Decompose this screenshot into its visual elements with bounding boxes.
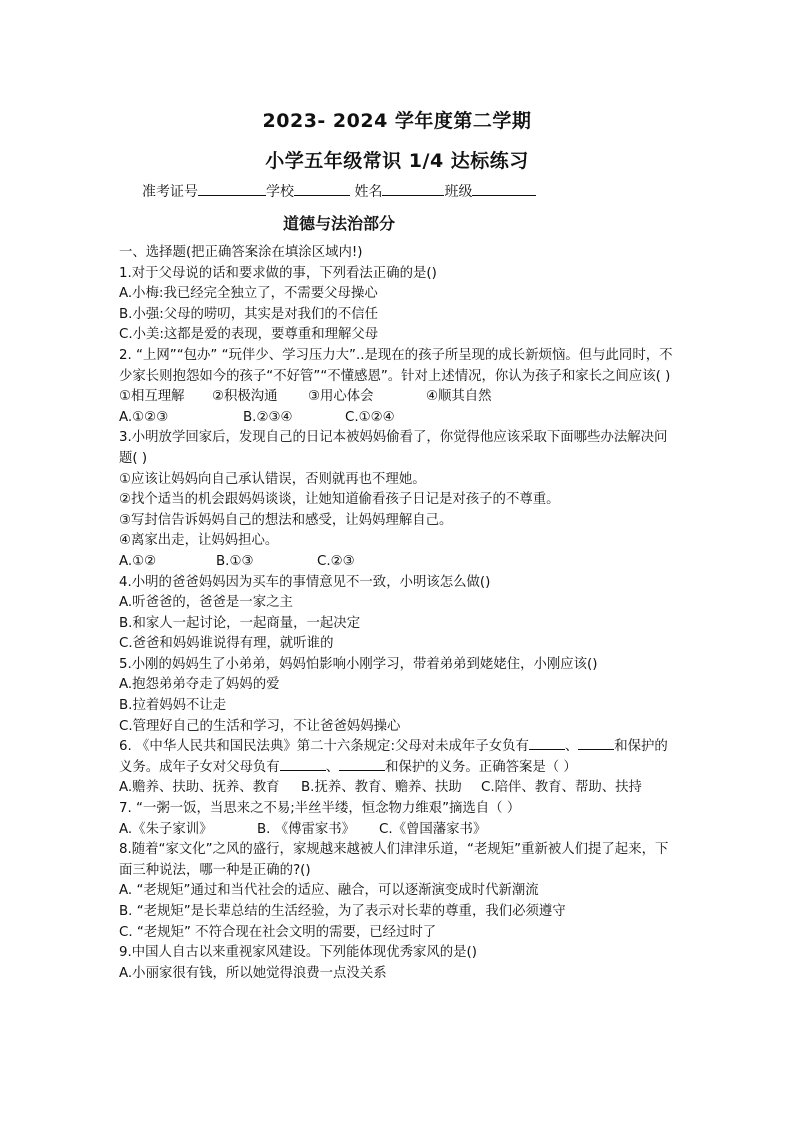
statement-row: [119, 387, 679, 408]
question-stem: 8.随着“家文化”之风的盛行，家规越来越被人们津津乐道，“老规矩”重新被人们提了起来，下面三种说法，哪一种是正确的?(): [119, 842, 669, 878]
statement: ④顺其自然: [426, 389, 492, 405]
answer-blank: [529, 737, 565, 750]
class-label: 班级: [444, 184, 473, 200]
question-stem: 3.小明放学回家后，发现自己的日记本被妈妈偷看了，你觉得他应该采取下面哪些办法解决问题( ): [119, 430, 668, 466]
option: B.小强:父母的唠叨，其实是对我们的不信任: [119, 306, 378, 322]
option: B.②③④: [243, 409, 293, 425]
option: A.小梅:我已经完全独立了，不需要父母操心: [119, 286, 378, 302]
section-title-text: 道德与法治部分: [282, 214, 395, 233]
stem-part: 6. 《中华人民共和国民法典》第二十六条规定:父母对未成年子女负有: [119, 739, 529, 755]
question-stem: 9.中国人自古以来重视家风建设。下列能体现优秀家风的是(): [119, 945, 477, 961]
statement: ②找个适当的机会跟妈妈谈谈，让她知道偷看孩子日记是对孩子的不尊重。: [119, 492, 560, 508]
section-title: [0, 211, 794, 234]
student-info-line: [142, 181, 536, 201]
statement: ①相互理解: [119, 389, 185, 405]
option: A.《朱子家训》: [119, 821, 213, 837]
exam-no-label: 准考证号: [142, 184, 198, 200]
option: B.抚养、教育、赡养、扶助: [301, 780, 462, 796]
instructions: 一、选择题(把正确答案涂在填涂区域内!): [119, 245, 363, 260]
question-stem: 1.对于父母说的话和要求做的事，下列看法正确的是(): [119, 265, 437, 281]
option: A.①②: [119, 553, 157, 569]
name-blank: [382, 182, 444, 196]
statement: ①应该让妈妈向自己承认错误，否则就再也不理她。: [119, 471, 426, 487]
option: B.①③: [216, 553, 254, 569]
stem-part: 和保护的义务。成年子女对父母负有: [119, 739, 668, 775]
option: A.听爸爸的，爸爸是一家之主: [119, 595, 293, 611]
option: A.抱怨弟弟夺走了妈妈的爱: [119, 677, 280, 693]
option: C.小美:这都是爱的表现，要尊重和理解父母: [119, 327, 379, 343]
class-blank: [472, 182, 536, 196]
option: A.小丽家很有钱，所以她觉得浪费一点没关系: [119, 965, 387, 981]
school-label: 学校: [266, 184, 294, 200]
question-stem: 7. “一粥一饭，当思来之不易;半丝半缕，恒念物力维艰”摘选自（ ）: [119, 801, 521, 817]
option-row: [119, 820, 679, 841]
option: B. “老规矩”是长辈总结的生活经验，为了表示对长辈的尊重，我们必须遵守: [119, 904, 566, 919]
option: B. 《傅雷家书》: [257, 821, 356, 837]
option: C.爸爸和妈妈谁说得有理，就听谁的: [119, 636, 334, 652]
exam-term-title: 2023- 2024 学年度第二学期: [262, 110, 532, 132]
option-row: [119, 778, 679, 799]
statement: ④离家出走，让妈妈担心。: [119, 533, 279, 549]
question-list: [119, 243, 679, 984]
stem-part: 和保护的义务。正确答案是（ ）: [385, 759, 577, 775]
question-stem: 4.小明的爸爸妈妈因为买车的事情意见不一致，小明该怎么做(): [119, 574, 491, 590]
school-blank: [294, 182, 350, 196]
question-stem: 5.小刚的妈妈生了小弟弟，妈妈怕影响小刚学习，带着弟弟到姥姥住，小刚应该(): [119, 656, 598, 672]
question-stem: [119, 737, 679, 778]
exam-subject-title: 小学五年级常识 1/4 达标练习: [265, 150, 529, 172]
option: C.陪伴、教育、帮助、扶持: [481, 780, 642, 796]
statement: ②积极沟通: [212, 389, 278, 405]
question-stem: 2. “上网”“包办” “玩伴少、学习压力大”..是现在的孩子所呈现的成长新烦恼。但与此同时，不少家长则抱怨如今的孩子“不好管”“不懂感恩”。针对上述情况，你认为孩子和家长之间应该( ): [119, 347, 673, 384]
option: C.《曾国藩家书》: [379, 821, 487, 837]
option: B.拉着妈妈不让走: [119, 698, 227, 714]
option: A.①②③: [119, 409, 169, 425]
option: C.②③: [317, 553, 355, 569]
answer-blank: [578, 737, 614, 750]
statement: ③用心体会: [308, 389, 374, 405]
answer-blank: [339, 758, 385, 771]
answer-blank: [280, 758, 326, 771]
option-row: [119, 408, 679, 429]
exam-no-blank: [198, 182, 266, 196]
option: A.赡养、扶助、抚养、教育: [119, 780, 280, 796]
option: B.和家人一起讨论，一起商量，一起决定: [119, 615, 361, 631]
option-row: [119, 552, 679, 573]
stem-part: 、: [325, 759, 340, 775]
option: C. “老规矩” 不符合现在社会文明的需要，已经过时了: [119, 924, 437, 940]
option: C.管理好自己的生活和学习，不让爸爸妈妈操心: [119, 718, 401, 734]
stem-part: 、: [564, 739, 579, 755]
option: A. “老规矩”通过和当代社会的适应、融合，可以逐渐演变成时代新潮流: [119, 883, 539, 899]
name-label: 姓名: [354, 184, 383, 200]
option: C.①②④: [345, 409, 395, 425]
statement: ③写封信告诉妈妈自己的想法和感受，让妈妈理解自己。: [119, 512, 453, 528]
